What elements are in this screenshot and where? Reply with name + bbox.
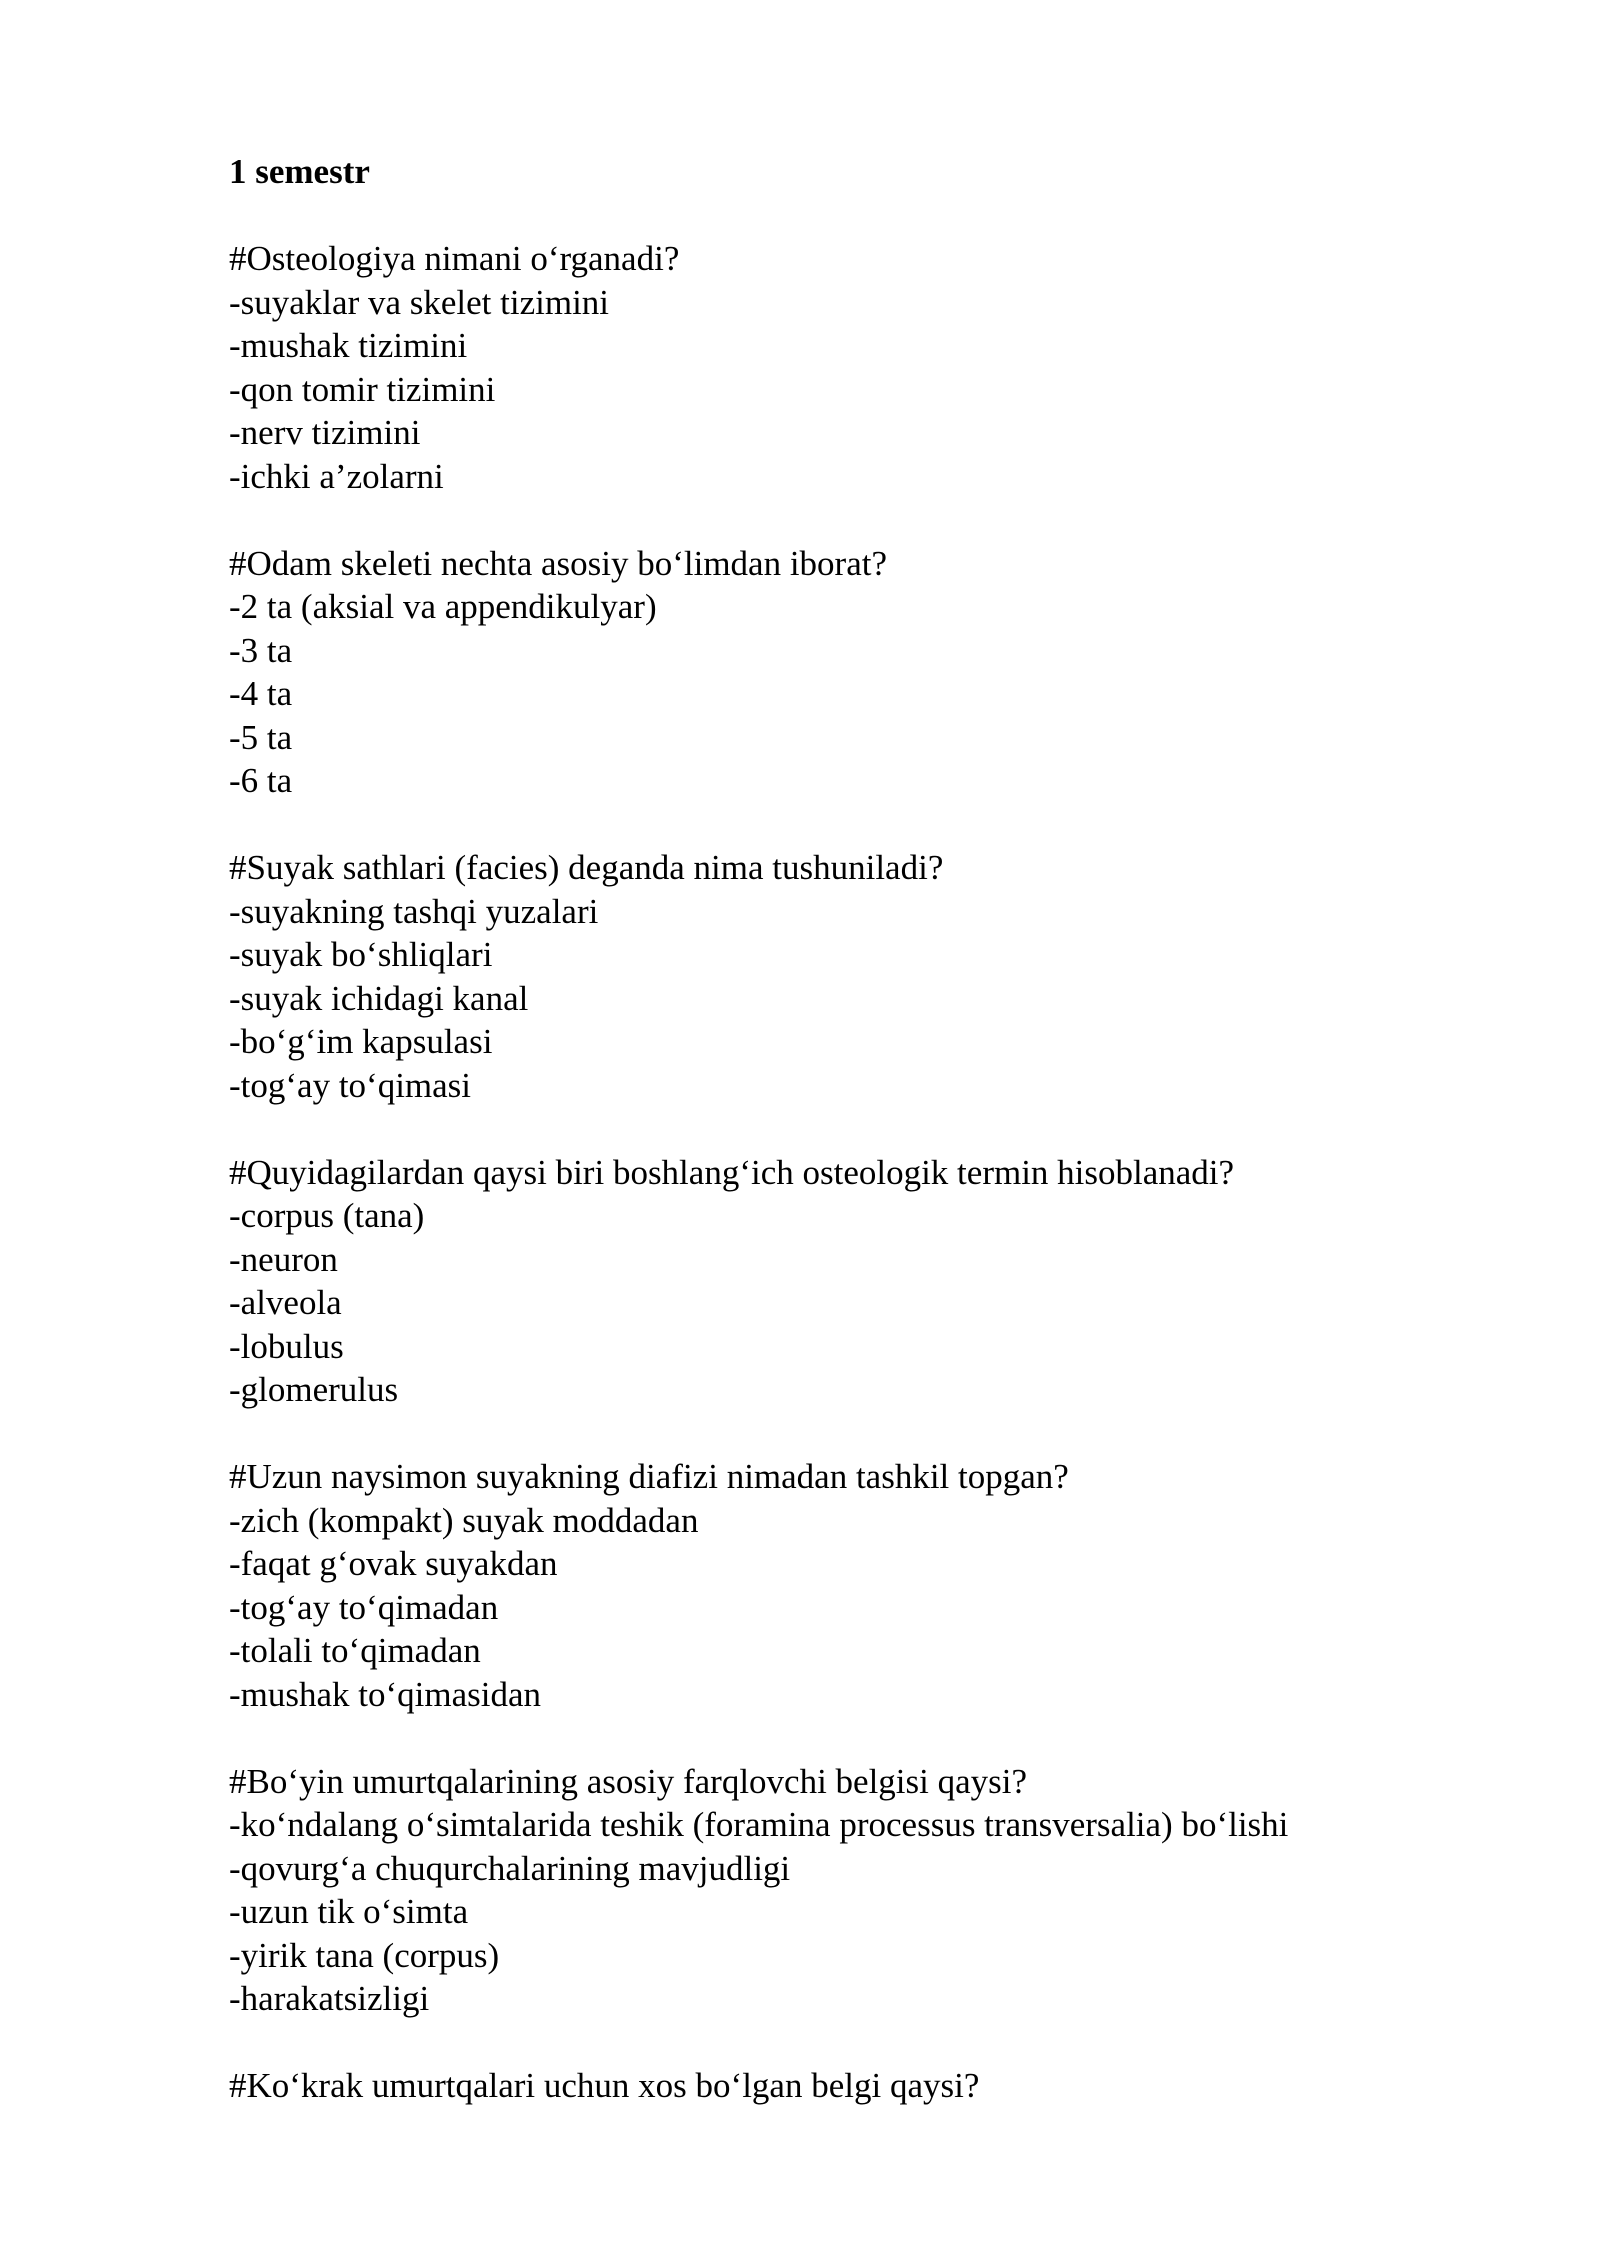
question-block [229, 542, 1529, 803]
answer-option: -corpus (tana) [229, 1196, 425, 1235]
question-text: #Odam skeleti nechta asosiy bo‘limdan iborat? [229, 543, 888, 583]
answer-option: -zich (kompakt) suyak moddadan [229, 1500, 699, 1540]
question-text: #Quyidagilardan qaysi biri boshlang‘ich osteologik termin hisoblanadi? [229, 1152, 1235, 1192]
answer-option: -mushak tizimini [229, 326, 468, 365]
answer-option: -suyak ichidagi kanal [229, 978, 529, 1018]
answer-option: -2 ta (aksial va appendikulyar) [229, 587, 657, 626]
question-text: #Ko‘krak umurtqalari uchun xos bo‘lgan belgi qaysi? [229, 2066, 980, 2105]
question-block [229, 2064, 1529, 2108]
answer-option: -uzun tik o‘simta [229, 1892, 469, 1931]
answer-option: -tolali to‘qimadan [229, 1631, 481, 1670]
question-text: #Suyak sathlari (facies) deganda nima tushuniladi? [229, 848, 944, 887]
question-block [229, 1760, 1529, 2021]
question-block [229, 237, 1529, 498]
answer-option: -harakatsizligi [229, 1979, 430, 2018]
answer-option: -3 ta [229, 630, 293, 670]
document-page [229, 150, 1529, 2108]
question-block [229, 1151, 1529, 1412]
question-block [229, 846, 1529, 1107]
answer-option: -qovurg‘a chuqurchalarining mavjudligi [229, 1848, 791, 1888]
question-text: #Osteologiya nimani o‘rganadi? [229, 239, 680, 278]
question-text: #Bo‘yin umurtqalarining asosiy farqlovchi belgisi qaysi? [229, 1761, 1028, 1801]
answer-option: -tog‘ay to‘qimadan [229, 1587, 499, 1627]
answer-option: -6 ta [229, 761, 293, 800]
question-text: #Uzun naysimon suyakning diafizi nimadan tashkil topgan? [229, 1457, 1069, 1496]
answer-option: -suyak bo‘shliqlari [229, 935, 493, 974]
answer-option: -glomerulus [229, 1370, 399, 1409]
answer-option: -neuron [229, 1239, 338, 1279]
answer-option: -faqat g‘ovak suyakdan [229, 1544, 558, 1583]
answer-option: -lobulus [229, 1326, 344, 1366]
answer-option: -ichki a’zolarni [229, 456, 444, 496]
answer-option: -ko‘ndalang o‘simtalarida teshik (foramina processus transversalia) bo‘lishi [229, 1805, 1289, 1844]
answer-option: -nerv tizimini [229, 413, 421, 452]
answer-option: -mushak to‘qimasidan [229, 1674, 542, 1714]
answer-option: -tog‘ay to‘qimasi [229, 1065, 472, 1105]
answer-option: -bo‘g‘im kapsulasi [229, 1022, 493, 1061]
question-block [229, 1455, 1529, 1716]
semester-title: 1 semestr [229, 152, 370, 191]
answer-option: -qon tomir tizimini [229, 369, 496, 409]
answer-option: -4 ta [229, 674, 293, 713]
answer-option: -alveola [229, 1283, 342, 1322]
answer-option: -suyakning tashqi yuzalari [229, 891, 599, 931]
answer-option: -yirik tana (corpus) [229, 1935, 500, 1975]
answer-option: -suyaklar va skelet tizimini [229, 282, 610, 322]
question-list [229, 237, 1529, 2108]
answer-option: -5 ta [229, 717, 293, 757]
